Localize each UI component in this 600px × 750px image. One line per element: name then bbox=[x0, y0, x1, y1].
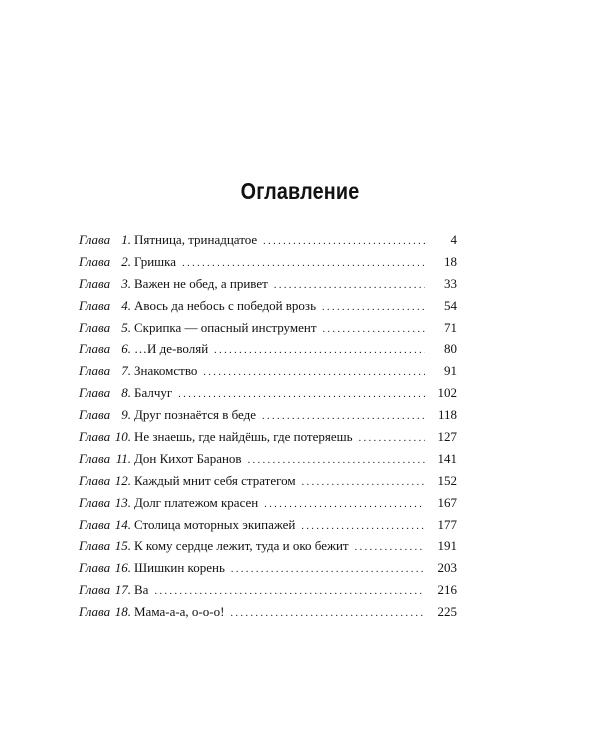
chapter-title: Балчуг bbox=[134, 385, 173, 401]
dot-leader bbox=[182, 258, 425, 269]
chapter-title: Гришка bbox=[134, 253, 177, 269]
chapter-word: Глава bbox=[79, 560, 111, 576]
toc-entry bbox=[79, 232, 457, 254]
page-number: 191 bbox=[437, 538, 457, 554]
dot-leader bbox=[248, 455, 425, 466]
chapter-number: 12. bbox=[114, 472, 131, 488]
chapter-title: Не знаешь, где найдёшь, где потеряешь bbox=[134, 429, 353, 445]
dot-leader bbox=[274, 280, 425, 291]
toc-entry bbox=[79, 385, 457, 407]
chapter-word: Глава bbox=[79, 275, 111, 291]
chapter-number: 13. bbox=[114, 494, 131, 510]
chapter-word: Глава bbox=[79, 494, 111, 510]
dot-leader bbox=[262, 411, 425, 422]
toc-entry bbox=[79, 298, 457, 320]
chapter-title: Долг платежом красен bbox=[134, 494, 259, 510]
chapter-word: Глава bbox=[79, 604, 111, 620]
chapter-title: Скрипка — опасный инструмент bbox=[134, 319, 317, 335]
chapter-word: Глава bbox=[79, 363, 111, 379]
chapter-word: Глава bbox=[79, 385, 111, 401]
chapter-title: Шишкин корень bbox=[134, 560, 225, 576]
toc-entry bbox=[79, 473, 457, 495]
chapter-number: 14. bbox=[114, 516, 131, 532]
chapter-word: Глава bbox=[79, 582, 111, 598]
dot-leader bbox=[230, 608, 425, 619]
page-number: 18 bbox=[444, 253, 457, 269]
chapter-title: Столица моторных экипажей bbox=[134, 516, 296, 532]
chapter-number: 5. bbox=[121, 319, 131, 335]
toc-entry bbox=[79, 254, 457, 276]
chapter-word: Глава bbox=[79, 232, 111, 247]
dot-leader bbox=[359, 433, 425, 444]
chapter-word: Глава bbox=[79, 297, 111, 313]
chapter-number: 4. bbox=[121, 297, 131, 313]
chapter-number: 11. bbox=[115, 450, 131, 466]
toc-entry bbox=[79, 582, 457, 604]
toc-entry bbox=[79, 320, 457, 342]
chapter-number: 7. bbox=[121, 363, 131, 379]
dot-leader bbox=[323, 324, 425, 335]
page-number: 4 bbox=[450, 232, 457, 247]
chapter-number: 18. bbox=[114, 604, 131, 620]
page-number: 152 bbox=[437, 472, 457, 488]
chapter-title: Каждый мнит себя стратегом bbox=[134, 472, 296, 488]
chapter-number: 16. bbox=[114, 560, 131, 576]
chapter-title: Дон Кихот Баранов bbox=[134, 450, 242, 466]
page-number: 80 bbox=[444, 341, 457, 357]
chapter-title: Мама-а-а, о-о-о! bbox=[134, 604, 225, 620]
chapter-number: 1. bbox=[121, 232, 131, 247]
chapter-title: Ва bbox=[134, 582, 149, 598]
dot-leader bbox=[214, 345, 425, 356]
page-number: 118 bbox=[437, 407, 457, 423]
page-number: 127 bbox=[437, 429, 457, 445]
chapter-word: Глава bbox=[79, 341, 111, 357]
dot-leader bbox=[264, 499, 425, 510]
page-number: 33 bbox=[444, 275, 457, 291]
chapter-word: Глава bbox=[79, 429, 111, 445]
page-number: 71 bbox=[444, 319, 457, 335]
dot-leader bbox=[178, 389, 425, 400]
page-number: 177 bbox=[437, 516, 457, 532]
chapter-word: Глава bbox=[79, 450, 111, 466]
dot-leader bbox=[355, 542, 425, 553]
page-number: 225 bbox=[437, 604, 457, 620]
chapter-title: Друг познаётся в беде bbox=[134, 407, 257, 423]
dot-leader bbox=[203, 367, 425, 378]
page-number: 102 bbox=[437, 385, 457, 401]
chapter-number: 3. bbox=[121, 275, 131, 291]
toc-entry bbox=[79, 560, 457, 582]
page-title: Оглавление bbox=[240, 178, 360, 204]
dot-leader bbox=[302, 477, 425, 488]
dot-leader bbox=[322, 302, 425, 313]
page-number: 141 bbox=[437, 450, 457, 466]
chapter-word: Глава bbox=[79, 407, 111, 423]
chapter-title: Авось да небось с победой врозь bbox=[134, 297, 316, 313]
page-number: 54 bbox=[444, 297, 457, 313]
chapter-number: 8. bbox=[121, 385, 131, 401]
dot-leader bbox=[231, 564, 425, 575]
toc-entry bbox=[79, 429, 457, 451]
chapter-word: Глава bbox=[79, 538, 111, 554]
toc-entry bbox=[79, 363, 457, 385]
toc-entry bbox=[79, 538, 457, 560]
page-number: 91 bbox=[444, 363, 457, 379]
chapter-word: Глава bbox=[79, 319, 111, 335]
toc-entry bbox=[79, 495, 457, 517]
chapter-number: 2. bbox=[121, 253, 131, 269]
chapter-title: Знакомство bbox=[134, 363, 198, 379]
chapter-number: 10. bbox=[114, 429, 131, 445]
chapter-number: 17. bbox=[114, 582, 131, 598]
toc-entry bbox=[79, 451, 457, 473]
table-of-contents bbox=[79, 232, 457, 626]
chapter-word: Глава bbox=[79, 253, 111, 269]
dot-leader bbox=[263, 236, 425, 247]
toc-entry bbox=[79, 517, 457, 539]
chapter-title: …И де-воляй bbox=[134, 341, 209, 357]
chapter-number: 9. bbox=[121, 407, 131, 423]
dot-leader bbox=[301, 521, 425, 532]
toc-entry bbox=[79, 407, 457, 429]
toc-entry bbox=[79, 604, 457, 626]
chapter-title: К кому сердце лежит, туда и око бежит bbox=[134, 538, 349, 554]
dot-leader bbox=[154, 586, 425, 597]
chapter-word: Глава bbox=[79, 516, 111, 532]
chapter-title: Пятница, тринадцатое bbox=[134, 232, 258, 247]
page-number: 203 bbox=[437, 560, 457, 576]
chapter-word: Глава bbox=[79, 472, 111, 488]
toc-entry bbox=[79, 341, 457, 363]
page-number: 167 bbox=[437, 494, 457, 510]
chapter-number: 15. bbox=[114, 538, 131, 554]
toc-entry bbox=[79, 276, 457, 298]
chapter-title: Важен не обед, а привет bbox=[134, 275, 268, 291]
page-number: 216 bbox=[437, 582, 457, 598]
chapter-number: 6. bbox=[121, 341, 131, 357]
